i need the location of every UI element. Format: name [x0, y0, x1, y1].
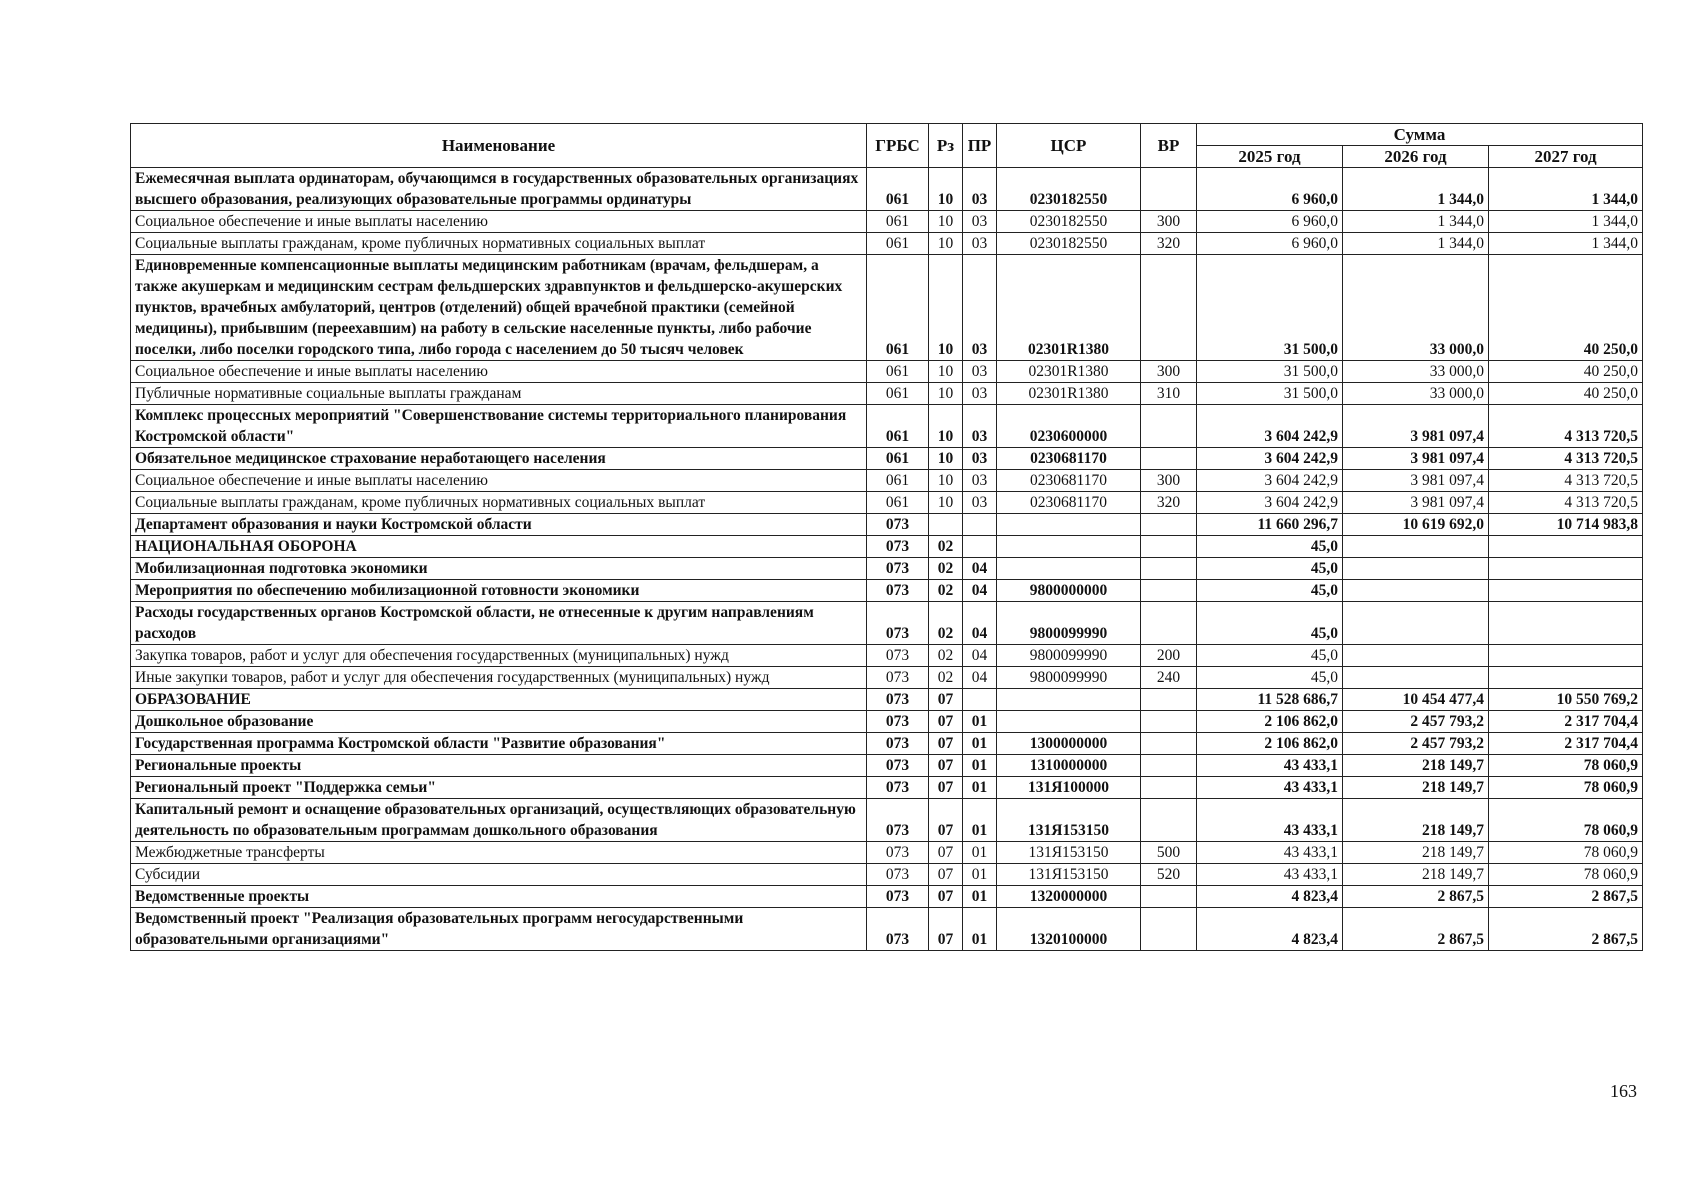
cell-y2027: 4 313 720,5 [1489, 492, 1643, 514]
cell-name: Социальные выплаты гражданам, кроме публичных нормативных социальных выплат [131, 233, 867, 255]
cell-grbs: 061 [867, 361, 929, 383]
cell-name: Региональные проекты [131, 755, 867, 777]
cell-pr: 01 [963, 777, 997, 799]
cell-name: Социальное обеспечение и иные выплаты населению [131, 361, 867, 383]
cell-vr: 320 [1141, 233, 1197, 255]
cell-name: Мобилизационная подготовка экономики [131, 558, 867, 580]
table-row [131, 667, 1643, 689]
cell-vr [1141, 168, 1197, 211]
cell-grbs: 073 [867, 558, 929, 580]
cell-rz: 07 [929, 755, 963, 777]
cell-y2026: 218 149,7 [1343, 842, 1489, 864]
cell-name: Межбюджетные трансферты [131, 842, 867, 864]
cell-pr: 04 [963, 667, 997, 689]
cell-vr: 300 [1141, 470, 1197, 492]
cell-grbs: 073 [867, 580, 929, 602]
cell-rz: 10 [929, 492, 963, 514]
cell-y2025: 45,0 [1197, 645, 1343, 667]
cell-y2027: 78 060,9 [1489, 755, 1643, 777]
cell-y2026: 218 149,7 [1343, 755, 1489, 777]
cell-y2026: 3 981 097,4 [1343, 492, 1489, 514]
table-row [131, 908, 1643, 951]
cell-csr: 1320100000 [997, 908, 1141, 951]
cell-name: Капитальный ремонт и оснащение образовательных организаций, осуществляющих образовательную деятельность по образовательным программам дошкольного образования [131, 799, 867, 842]
table-row [131, 514, 1643, 536]
cell-grbs: 061 [867, 383, 929, 405]
cell-vr: 240 [1141, 667, 1197, 689]
cell-pr: 01 [963, 711, 997, 733]
cell-vr: 320 [1141, 492, 1197, 514]
cell-pr: 04 [963, 580, 997, 602]
cell-name: Ведомственный проект "Реализация образовательных программ негосударственными образовательными организациями" [131, 908, 867, 951]
cell-y2027: 10 714 983,8 [1489, 514, 1643, 536]
cell-rz: 10 [929, 361, 963, 383]
cell-y2026: 33 000,0 [1343, 255, 1489, 361]
cell-name: Субсидии [131, 864, 867, 886]
cell-y2027 [1489, 602, 1643, 645]
cell-pr: 03 [963, 233, 997, 255]
cell-pr: 04 [963, 645, 997, 667]
header-grbs: ГРБС [867, 124, 929, 168]
cell-y2025: 6 960,0 [1197, 211, 1343, 233]
table-body [131, 168, 1643, 951]
cell-name: Социальные выплаты гражданам, кроме публичных нормативных социальных выплат [131, 492, 867, 514]
cell-grbs: 073 [867, 864, 929, 886]
cell-y2027: 2 867,5 [1489, 908, 1643, 951]
cell-y2025: 6 960,0 [1197, 233, 1343, 255]
cell-y2026: 2 867,5 [1343, 908, 1489, 951]
cell-pr: 03 [963, 405, 997, 448]
cell-vr: 300 [1141, 361, 1197, 383]
table-row [131, 842, 1643, 864]
cell-name: Комплекс процессных мероприятий "Совершенствование системы территориального планирования Костромской области" [131, 405, 867, 448]
cell-csr: 0230600000 [997, 405, 1141, 448]
cell-pr: 03 [963, 211, 997, 233]
cell-csr [997, 558, 1141, 580]
header-sum: Сумма [1197, 124, 1643, 146]
cell-rz: 02 [929, 667, 963, 689]
cell-grbs: 061 [867, 448, 929, 470]
cell-rz: 10 [929, 470, 963, 492]
cell-y2026 [1343, 667, 1489, 689]
cell-csr [997, 536, 1141, 558]
cell-rz: 10 [929, 168, 963, 211]
table-row [131, 711, 1643, 733]
cell-y2027 [1489, 645, 1643, 667]
table-row [131, 799, 1643, 842]
cell-y2025: 31 500,0 [1197, 383, 1343, 405]
cell-vr [1141, 755, 1197, 777]
cell-vr: 520 [1141, 864, 1197, 886]
budget-table [130, 123, 1643, 951]
cell-csr: 131Я100000 [997, 777, 1141, 799]
cell-name: Иные закупки товаров, работ и услуг для обеспечения государственных (муниципальных) нужд [131, 667, 867, 689]
cell-csr: 9800099990 [997, 667, 1141, 689]
header-year-2027: 2027 год [1489, 146, 1643, 168]
cell-name: Расходы государственных органов Костромской области, не отнесенные к другим направлениям расходов [131, 602, 867, 645]
cell-vr [1141, 799, 1197, 842]
cell-name: Региональный проект "Поддержка семьи" [131, 777, 867, 799]
cell-y2025: 2 106 862,0 [1197, 733, 1343, 755]
table-row [131, 864, 1643, 886]
cell-y2026 [1343, 602, 1489, 645]
cell-y2026: 3 981 097,4 [1343, 448, 1489, 470]
table-row [131, 580, 1643, 602]
table-row [131, 733, 1643, 755]
cell-csr: 02301R1380 [997, 361, 1141, 383]
cell-rz: 10 [929, 448, 963, 470]
cell-y2027: 78 060,9 [1489, 842, 1643, 864]
cell-grbs: 061 [867, 492, 929, 514]
cell-csr: 1320000000 [997, 886, 1141, 908]
cell-y2025: 31 500,0 [1197, 361, 1343, 383]
cell-rz: 07 [929, 886, 963, 908]
cell-rz: 02 [929, 558, 963, 580]
header-year-2025: 2025 год [1197, 146, 1343, 168]
cell-y2027: 2 317 704,4 [1489, 733, 1643, 755]
cell-y2025: 45,0 [1197, 536, 1343, 558]
cell-y2025: 45,0 [1197, 558, 1343, 580]
cell-csr: 0230182550 [997, 233, 1141, 255]
table-row [131, 470, 1643, 492]
header-name: Наименование [131, 124, 867, 168]
table-row [131, 211, 1643, 233]
table-row [131, 689, 1643, 711]
table-row [131, 602, 1643, 645]
table-row [131, 168, 1643, 211]
cell-y2026: 3 981 097,4 [1343, 405, 1489, 448]
cell-y2027 [1489, 536, 1643, 558]
cell-rz: 07 [929, 842, 963, 864]
cell-y2026 [1343, 580, 1489, 602]
cell-y2025: 43 433,1 [1197, 799, 1343, 842]
cell-y2027: 78 060,9 [1489, 864, 1643, 886]
cell-y2026: 3 981 097,4 [1343, 470, 1489, 492]
cell-vr [1141, 908, 1197, 951]
cell-pr: 03 [963, 492, 997, 514]
cell-csr: 131Я153150 [997, 864, 1141, 886]
cell-name: Государственная программа Костромской области "Развитие образования" [131, 733, 867, 755]
cell-grbs: 061 [867, 211, 929, 233]
cell-y2025: 4 823,4 [1197, 886, 1343, 908]
cell-pr: 01 [963, 864, 997, 886]
cell-vr [1141, 733, 1197, 755]
cell-y2026: 1 344,0 [1343, 233, 1489, 255]
cell-pr [963, 536, 997, 558]
cell-vr [1141, 448, 1197, 470]
cell-grbs: 073 [867, 689, 929, 711]
cell-y2025: 6 960,0 [1197, 168, 1343, 211]
cell-y2027: 2 867,5 [1489, 886, 1643, 908]
cell-vr [1141, 580, 1197, 602]
cell-y2025: 3 604 242,9 [1197, 448, 1343, 470]
cell-grbs: 061 [867, 255, 929, 361]
cell-vr [1141, 405, 1197, 448]
cell-pr [963, 689, 997, 711]
cell-y2027: 2 317 704,4 [1489, 711, 1643, 733]
cell-rz [929, 514, 963, 536]
cell-y2027: 1 344,0 [1489, 233, 1643, 255]
cell-grbs: 073 [867, 755, 929, 777]
cell-y2025: 45,0 [1197, 602, 1343, 645]
cell-rz: 07 [929, 864, 963, 886]
cell-grbs: 073 [867, 799, 929, 842]
cell-name: Ежемесячная выплата ординаторам, обучающимся в государственных образовательных организациях высшего образования, реализующих образовательные программы ординатуры [131, 168, 867, 211]
header-rz: Рз [929, 124, 963, 168]
cell-y2027: 40 250,0 [1489, 383, 1643, 405]
cell-rz: 10 [929, 383, 963, 405]
table-row [131, 645, 1643, 667]
cell-rz: 10 [929, 211, 963, 233]
cell-rz: 07 [929, 777, 963, 799]
cell-rz: 10 [929, 233, 963, 255]
cell-y2025: 43 433,1 [1197, 755, 1343, 777]
cell-grbs: 061 [867, 168, 929, 211]
cell-name: Социальное обеспечение и иные выплаты населению [131, 211, 867, 233]
cell-pr: 03 [963, 448, 997, 470]
cell-grbs: 061 [867, 405, 929, 448]
cell-y2027: 4 313 720,5 [1489, 448, 1643, 470]
cell-vr [1141, 886, 1197, 908]
cell-pr: 01 [963, 908, 997, 951]
cell-csr: 0230182550 [997, 168, 1141, 211]
cell-vr: 200 [1141, 645, 1197, 667]
cell-y2026 [1343, 558, 1489, 580]
cell-pr: 04 [963, 602, 997, 645]
cell-pr: 03 [963, 255, 997, 361]
cell-y2025: 11 528 686,7 [1197, 689, 1343, 711]
cell-pr: 01 [963, 733, 997, 755]
cell-csr: 0230681170 [997, 448, 1141, 470]
cell-y2025: 4 823,4 [1197, 908, 1343, 951]
cell-y2026 [1343, 645, 1489, 667]
cell-vr [1141, 536, 1197, 558]
cell-y2026: 218 149,7 [1343, 799, 1489, 842]
cell-y2025: 3 604 242,9 [1197, 470, 1343, 492]
cell-y2026: 33 000,0 [1343, 361, 1489, 383]
cell-csr: 9800099990 [997, 645, 1141, 667]
cell-pr: 03 [963, 383, 997, 405]
cell-pr: 04 [963, 558, 997, 580]
cell-vr: 310 [1141, 383, 1197, 405]
table-row [131, 448, 1643, 470]
cell-y2025: 43 433,1 [1197, 842, 1343, 864]
cell-y2025: 3 604 242,9 [1197, 492, 1343, 514]
cell-pr: 03 [963, 361, 997, 383]
cell-y2026 [1343, 536, 1489, 558]
table-row [131, 755, 1643, 777]
cell-grbs: 073 [867, 645, 929, 667]
cell-rz: 07 [929, 733, 963, 755]
cell-pr: 03 [963, 168, 997, 211]
cell-grbs: 073 [867, 667, 929, 689]
cell-csr [997, 711, 1141, 733]
cell-y2027: 78 060,9 [1489, 799, 1643, 842]
cell-y2027: 4 313 720,5 [1489, 470, 1643, 492]
cell-pr: 01 [963, 799, 997, 842]
cell-y2026: 33 000,0 [1343, 383, 1489, 405]
cell-grbs: 073 [867, 536, 929, 558]
table-row [131, 886, 1643, 908]
cell-name: Мероприятия по обеспечению мобилизационной готовности экономики [131, 580, 867, 602]
cell-y2025: 45,0 [1197, 580, 1343, 602]
cell-name: Ведомственные проекты [131, 886, 867, 908]
cell-y2027: 1 344,0 [1489, 168, 1643, 211]
cell-csr: 9800099990 [997, 602, 1141, 645]
cell-y2027: 1 344,0 [1489, 211, 1643, 233]
table-row [131, 777, 1643, 799]
cell-y2026: 218 149,7 [1343, 864, 1489, 886]
cell-y2027 [1489, 580, 1643, 602]
header-csr: ЦСР [997, 124, 1141, 168]
cell-y2026: 1 344,0 [1343, 211, 1489, 233]
cell-csr: 0230681170 [997, 492, 1141, 514]
table-row [131, 492, 1643, 514]
cell-y2025: 3 604 242,9 [1197, 405, 1343, 448]
header-year-2026: 2026 год [1343, 146, 1489, 168]
cell-rz: 10 [929, 405, 963, 448]
cell-name: Обязательное медицинское страхование неработающего населения [131, 448, 867, 470]
cell-name: Дошкольное образование [131, 711, 867, 733]
cell-y2027 [1489, 667, 1643, 689]
table-row [131, 383, 1643, 405]
cell-grbs: 073 [867, 908, 929, 951]
cell-rz: 07 [929, 689, 963, 711]
cell-vr: 300 [1141, 211, 1197, 233]
cell-grbs: 073 [867, 514, 929, 536]
table-row [131, 233, 1643, 255]
cell-vr [1141, 689, 1197, 711]
cell-y2027: 40 250,0 [1489, 361, 1643, 383]
cell-vr [1141, 777, 1197, 799]
cell-y2027: 40 250,0 [1489, 255, 1643, 361]
table-row [131, 405, 1643, 448]
cell-rz: 02 [929, 602, 963, 645]
cell-vr [1141, 711, 1197, 733]
cell-pr: 01 [963, 755, 997, 777]
cell-csr: 131Я153150 [997, 799, 1141, 842]
cell-name: НАЦИОНАЛЬНАЯ ОБОРОНА [131, 536, 867, 558]
cell-y2026: 10 619 692,0 [1343, 514, 1489, 536]
cell-y2026: 2 457 793,2 [1343, 733, 1489, 755]
cell-y2027: 10 550 769,2 [1489, 689, 1643, 711]
cell-csr [997, 514, 1141, 536]
cell-pr: 03 [963, 470, 997, 492]
cell-grbs: 073 [867, 886, 929, 908]
cell-y2025: 45,0 [1197, 667, 1343, 689]
cell-csr: 02301R1380 [997, 383, 1141, 405]
cell-csr: 1310000000 [997, 755, 1141, 777]
cell-vr [1141, 255, 1197, 361]
cell-vr [1141, 602, 1197, 645]
cell-csr [997, 689, 1141, 711]
cell-grbs: 061 [867, 233, 929, 255]
cell-name: Публичные нормативные социальные выплаты гражданам [131, 383, 867, 405]
cell-csr: 02301R1380 [997, 255, 1141, 361]
cell-rz: 02 [929, 580, 963, 602]
cell-y2027 [1489, 558, 1643, 580]
cell-y2027: 78 060,9 [1489, 777, 1643, 799]
table-row [131, 255, 1643, 361]
cell-name: Единовременные компенсационные выплаты медицинским работникам (врачам, фельдшерам, а также акушеркам и медицинским сестрам фельдшерских здравпунктов и фельдшерско-акушерских пунктов, врачебных амбулаторий, центров (отделений) общей врачебной практики (семейной медицины), прибывшим (переехавшим) на работу в сельские населенные пункты, либо рабочие поселки, либо поселки городского типа, либо города с населением до 50 тысяч человек [131, 255, 867, 361]
cell-y2027: 4 313 720,5 [1489, 405, 1643, 448]
cell-rz: 07 [929, 799, 963, 842]
cell-csr: 9800000000 [997, 580, 1141, 602]
cell-rz: 10 [929, 255, 963, 361]
header-pr: ПР [963, 124, 997, 168]
cell-pr: 01 [963, 842, 997, 864]
cell-y2025: 43 433,1 [1197, 777, 1343, 799]
cell-csr: 131Я153150 [997, 842, 1141, 864]
cell-y2026: 218 149,7 [1343, 777, 1489, 799]
cell-csr: 0230681170 [997, 470, 1141, 492]
cell-vr [1141, 514, 1197, 536]
cell-pr: 01 [963, 886, 997, 908]
cell-y2025: 11 660 296,7 [1197, 514, 1343, 536]
cell-grbs: 073 [867, 733, 929, 755]
cell-rz: 07 [929, 908, 963, 951]
cell-csr: 0230182550 [997, 211, 1141, 233]
cell-grbs: 073 [867, 777, 929, 799]
cell-y2025: 31 500,0 [1197, 255, 1343, 361]
cell-y2025: 2 106 862,0 [1197, 711, 1343, 733]
cell-vr [1141, 558, 1197, 580]
cell-pr [963, 514, 997, 536]
cell-name: Социальное обеспечение и иные выплаты населению [131, 470, 867, 492]
cell-rz: 02 [929, 645, 963, 667]
cell-y2025: 43 433,1 [1197, 864, 1343, 886]
cell-y2026: 2 867,5 [1343, 886, 1489, 908]
cell-vr: 500 [1141, 842, 1197, 864]
table-row [131, 361, 1643, 383]
cell-rz: 07 [929, 711, 963, 733]
cell-name: Департамент образования и науки Костромской области [131, 514, 867, 536]
cell-grbs: 073 [867, 602, 929, 645]
cell-name: Закупка товаров, работ и услуг для обеспечения государственных (муниципальных) нужд [131, 645, 867, 667]
table-row [131, 536, 1643, 558]
header-vr: ВР [1141, 124, 1197, 168]
cell-grbs: 073 [867, 842, 929, 864]
cell-y2026: 10 454 477,4 [1343, 689, 1489, 711]
cell-y2026: 2 457 793,2 [1343, 711, 1489, 733]
cell-grbs: 073 [867, 711, 929, 733]
cell-csr: 1300000000 [997, 733, 1141, 755]
table-row [131, 558, 1643, 580]
cell-name: ОБРАЗОВАНИЕ [131, 689, 867, 711]
cell-grbs: 061 [867, 470, 929, 492]
cell-y2026: 1 344,0 [1343, 168, 1489, 211]
page-number: 163 [1610, 1081, 1637, 1101]
cell-rz: 02 [929, 536, 963, 558]
